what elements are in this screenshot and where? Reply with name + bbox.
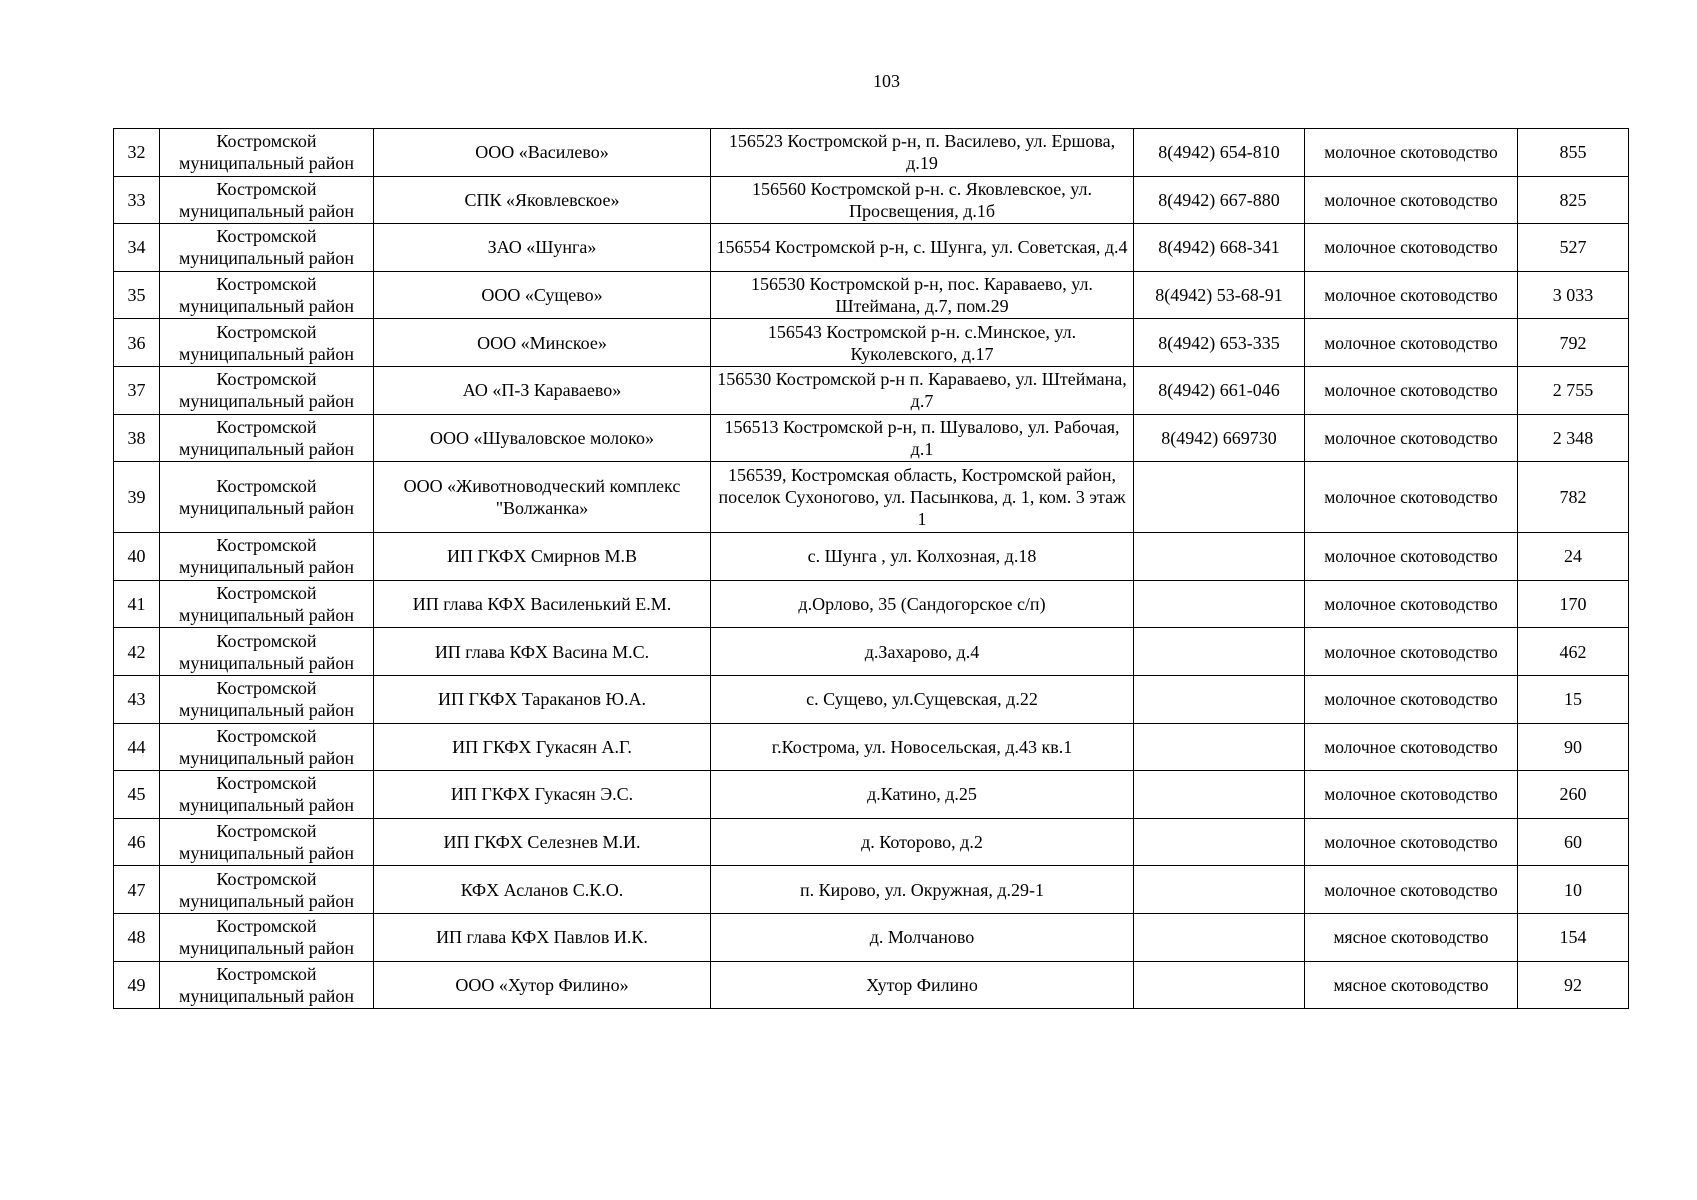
row-number-cell: 37 bbox=[114, 366, 160, 414]
livestock-count-cell: 10 bbox=[1518, 866, 1629, 914]
row-number-cell: 46 bbox=[114, 818, 160, 866]
district-cell: Костромской муниципальный район bbox=[160, 224, 374, 272]
livestock-count-cell: 90 bbox=[1518, 723, 1629, 771]
phone-cell: 8(4942) 667-880 bbox=[1134, 176, 1305, 224]
table-row bbox=[114, 771, 1629, 819]
organization-cell: ООО «Животноводческий комплекс "Волжанка» bbox=[374, 462, 711, 533]
row-number-cell: 47 bbox=[114, 866, 160, 914]
district-cell: Костромской муниципальный район bbox=[160, 462, 374, 533]
district-cell: Костромской муниципальный район bbox=[160, 628, 374, 676]
activity-cell: молочное скотоводство bbox=[1305, 224, 1518, 272]
address-cell: д. Которово, д.2 bbox=[711, 818, 1134, 866]
phone-cell bbox=[1134, 675, 1305, 723]
phone-cell bbox=[1134, 961, 1305, 1009]
organization-cell: ИП глава КФХ Василенький Е.М. bbox=[374, 580, 711, 628]
table-row bbox=[114, 866, 1629, 914]
phone-cell bbox=[1134, 866, 1305, 914]
address-cell: 156560 Костромской р-н. с. Яковлевское, ул. Просвещения, д.1б bbox=[711, 176, 1134, 224]
livestock-count-cell: 260 bbox=[1518, 771, 1629, 819]
row-number-cell: 36 bbox=[114, 319, 160, 367]
phone-cell: 8(4942) 654-810 bbox=[1134, 129, 1305, 177]
organization-cell: СПК «Яковлевское» bbox=[374, 176, 711, 224]
activity-cell: молочное скотоводство bbox=[1305, 723, 1518, 771]
table-row bbox=[114, 129, 1629, 177]
phone-cell bbox=[1134, 533, 1305, 581]
address-cell: 156543 Костромской р-н. с.Минское, ул. Куколевского, д.17 bbox=[711, 319, 1134, 367]
district-cell: Костромской муниципальный район bbox=[160, 129, 374, 177]
activity-cell: молочное скотоводство bbox=[1305, 866, 1518, 914]
livestock-count-cell: 462 bbox=[1518, 628, 1629, 676]
organization-cell: ООО «Сущево» bbox=[374, 271, 711, 319]
district-cell: Костромской муниципальный район bbox=[160, 961, 374, 1009]
livestock-count-cell: 170 bbox=[1518, 580, 1629, 628]
table-row bbox=[114, 319, 1629, 367]
livestock-count-cell: 2 348 bbox=[1518, 414, 1629, 462]
address-cell: 156554 Костромской р-н, с. Шунга, ул. Советская, д.4 bbox=[711, 224, 1134, 272]
organization-cell: ИП ГКФХ Смирнов М.В bbox=[374, 533, 711, 581]
livestock-count-cell: 3 033 bbox=[1518, 271, 1629, 319]
row-number-cell: 43 bbox=[114, 675, 160, 723]
row-number-cell: 49 bbox=[114, 961, 160, 1009]
address-cell: 156530 Костромской р-н п. Караваево, ул. Штеймана, д.7 bbox=[711, 366, 1134, 414]
phone-cell bbox=[1134, 913, 1305, 961]
district-cell: Костромской муниципальный район bbox=[160, 366, 374, 414]
phone-cell bbox=[1134, 628, 1305, 676]
organization-cell: ИП ГКФХ Гукасян Э.С. bbox=[374, 771, 711, 819]
address-cell: д.Захарово, д.4 bbox=[711, 628, 1134, 676]
address-cell: 156513 Костромской р-н, п. Шувалово, ул. Рабочая, д.1 bbox=[711, 414, 1134, 462]
district-cell: Костромской муниципальный район bbox=[160, 818, 374, 866]
table-row bbox=[114, 271, 1629, 319]
phone-cell: 8(4942) 669730 bbox=[1134, 414, 1305, 462]
table-row bbox=[114, 723, 1629, 771]
district-cell: Костромской муниципальный район bbox=[160, 319, 374, 367]
address-cell: с. Сущево, ул.Сущевская, д.22 bbox=[711, 675, 1134, 723]
table-row bbox=[114, 961, 1629, 1009]
organization-cell: КФХ Асланов С.К.О. bbox=[374, 866, 711, 914]
activity-cell: молочное скотоводство bbox=[1305, 414, 1518, 462]
livestock-count-cell: 154 bbox=[1518, 913, 1629, 961]
address-cell: 156523 Костромской р-н, п. Василево, ул. Ершова, д.19 bbox=[711, 129, 1134, 177]
table-row bbox=[114, 414, 1629, 462]
activity-cell: молочное скотоводство bbox=[1305, 580, 1518, 628]
phone-cell bbox=[1134, 723, 1305, 771]
phone-cell bbox=[1134, 818, 1305, 866]
table-row bbox=[114, 580, 1629, 628]
activity-cell: молочное скотоводство bbox=[1305, 462, 1518, 533]
row-number-cell: 42 bbox=[114, 628, 160, 676]
organization-cell: ИП ГКФХ Гукасян А.Г. bbox=[374, 723, 711, 771]
district-cell: Костромской муниципальный район bbox=[160, 580, 374, 628]
table-row bbox=[114, 224, 1629, 272]
table-row bbox=[114, 818, 1629, 866]
phone-cell bbox=[1134, 462, 1305, 533]
livestock-count-cell: 24 bbox=[1518, 533, 1629, 581]
farms-table-body bbox=[114, 129, 1629, 1009]
district-cell: Костромской муниципальный район bbox=[160, 271, 374, 319]
table-row bbox=[114, 366, 1629, 414]
address-cell: г.Кострома, ул. Новосельская, д.43 кв.1 bbox=[711, 723, 1134, 771]
district-cell: Костромской муниципальный район bbox=[160, 533, 374, 581]
phone-cell: 8(4942) 668-341 bbox=[1134, 224, 1305, 272]
address-cell: с. Шунга , ул. Колхозная, д.18 bbox=[711, 533, 1134, 581]
livestock-count-cell: 60 bbox=[1518, 818, 1629, 866]
activity-cell: молочное скотоводство bbox=[1305, 533, 1518, 581]
activity-cell: молочное скотоводство bbox=[1305, 818, 1518, 866]
district-cell: Костромской муниципальный район bbox=[160, 675, 374, 723]
phone-cell: 8(4942) 653-335 bbox=[1134, 319, 1305, 367]
farms-table bbox=[113, 128, 1629, 1009]
address-cell: д.Орлово, 35 (Сандогорское с/п) bbox=[711, 580, 1134, 628]
organization-cell: ООО «Василево» bbox=[374, 129, 711, 177]
page-number: 103 bbox=[873, 71, 900, 91]
organization-cell: ИП ГКФХ Тараканов Ю.А. bbox=[374, 675, 711, 723]
row-number-cell: 45 bbox=[114, 771, 160, 819]
table-row bbox=[114, 628, 1629, 676]
activity-cell: молочное скотоводство bbox=[1305, 366, 1518, 414]
table-row bbox=[114, 176, 1629, 224]
activity-cell: молочное скотоводство bbox=[1305, 271, 1518, 319]
phone-cell bbox=[1134, 580, 1305, 628]
phone-cell: 8(4942) 661-046 bbox=[1134, 366, 1305, 414]
livestock-count-cell: 825 bbox=[1518, 176, 1629, 224]
livestock-count-cell: 782 bbox=[1518, 462, 1629, 533]
organization-cell: ЗАО «Шунга» bbox=[374, 224, 711, 272]
address-cell: 156530 Костромской р-н, пос. Караваево, ул. Штеймана, д.7, пом.29 bbox=[711, 271, 1134, 319]
row-number-cell: 44 bbox=[114, 723, 160, 771]
row-number-cell: 35 bbox=[114, 271, 160, 319]
district-cell: Костромской муниципальный район bbox=[160, 913, 374, 961]
activity-cell: молочное скотоводство bbox=[1305, 129, 1518, 177]
organization-cell: ООО «Шуваловское молоко» bbox=[374, 414, 711, 462]
table-row bbox=[114, 533, 1629, 581]
district-cell: Костромской муниципальный район bbox=[160, 723, 374, 771]
livestock-count-cell: 527 bbox=[1518, 224, 1629, 272]
address-cell: Хутор Филино bbox=[711, 961, 1134, 1009]
organization-cell: ООО «Минское» bbox=[374, 319, 711, 367]
district-cell: Костромской муниципальный район bbox=[160, 866, 374, 914]
activity-cell: молочное скотоводство bbox=[1305, 675, 1518, 723]
organization-cell: ООО «Хутор Филино» bbox=[374, 961, 711, 1009]
row-number-cell: 32 bbox=[114, 129, 160, 177]
activity-cell: мясное скотоводство bbox=[1305, 961, 1518, 1009]
row-number-cell: 40 bbox=[114, 533, 160, 581]
table-row bbox=[114, 675, 1629, 723]
livestock-count-cell: 792 bbox=[1518, 319, 1629, 367]
district-cell: Костромской муниципальный район bbox=[160, 771, 374, 819]
activity-cell: молочное скотоводство bbox=[1305, 628, 1518, 676]
organization-cell: ИП глава КФХ Павлов И.К. bbox=[374, 913, 711, 961]
row-number-cell: 33 bbox=[114, 176, 160, 224]
activity-cell: молочное скотоводство bbox=[1305, 319, 1518, 367]
address-cell: д. Молчаново bbox=[711, 913, 1134, 961]
livestock-count-cell: 855 bbox=[1518, 129, 1629, 177]
livestock-count-cell: 15 bbox=[1518, 675, 1629, 723]
row-number-cell: 38 bbox=[114, 414, 160, 462]
row-number-cell: 39 bbox=[114, 462, 160, 533]
livestock-count-cell: 2 755 bbox=[1518, 366, 1629, 414]
table-row bbox=[114, 913, 1629, 961]
address-cell: п. Кирово, ул. Окружная, д.29-1 bbox=[711, 866, 1134, 914]
organization-cell: АО «П-З Караваево» bbox=[374, 366, 711, 414]
row-number-cell: 48 bbox=[114, 913, 160, 961]
district-cell: Костромской муниципальный район bbox=[160, 414, 374, 462]
table-row bbox=[114, 462, 1629, 533]
address-cell: 156539, Костромская область, Костромской район, поселок Сухоногово, ул. Пасынкова, д. 1, ком. 3 этаж 1 bbox=[711, 462, 1134, 533]
organization-cell: ИП ГКФХ Селезнев М.И. bbox=[374, 818, 711, 866]
phone-cell bbox=[1134, 771, 1305, 819]
activity-cell: мясное скотоводство bbox=[1305, 913, 1518, 961]
activity-cell: молочное скотоводство bbox=[1305, 176, 1518, 224]
activity-cell: молочное скотоводство bbox=[1305, 771, 1518, 819]
row-number-cell: 41 bbox=[114, 580, 160, 628]
livestock-count-cell: 92 bbox=[1518, 961, 1629, 1009]
district-cell: Костромской муниципальный район bbox=[160, 176, 374, 224]
phone-cell: 8(4942) 53-68-91 bbox=[1134, 271, 1305, 319]
row-number-cell: 34 bbox=[114, 224, 160, 272]
address-cell: д.Катино, д.25 bbox=[711, 771, 1134, 819]
organization-cell: ИП глава КФХ Васина М.С. bbox=[374, 628, 711, 676]
